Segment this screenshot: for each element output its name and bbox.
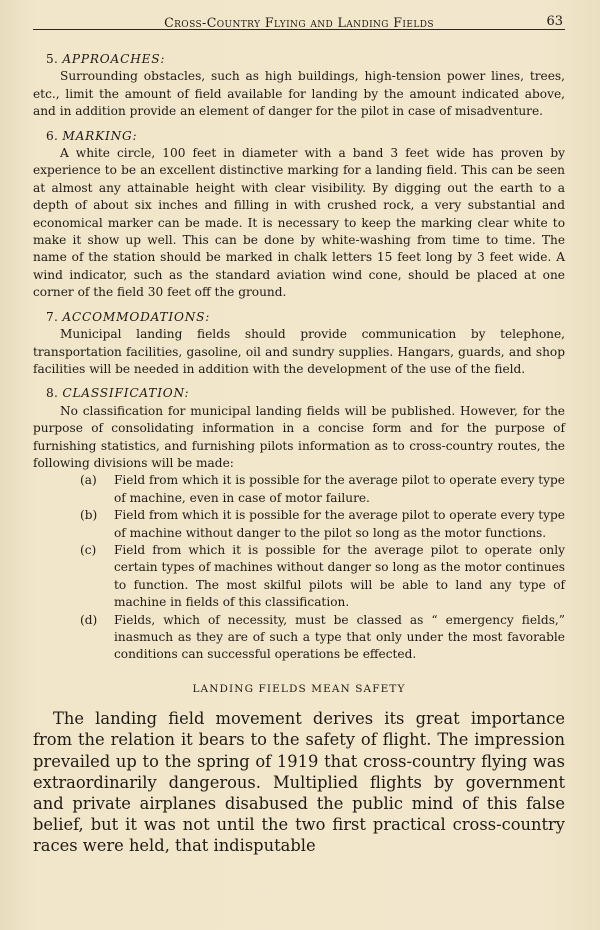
list-item: [33, 507, 565, 542]
section-number: 6.: [46, 128, 59, 143]
section-marking: [33, 128, 565, 302]
section-classification: [33, 385, 565, 664]
list-item-text: Fields, which of necessity, must be classed as “ emergency fields,” inasmuch as they are of such a type that only under the most favorable conditions can successful operations be effected.: [114, 612, 565, 662]
section-title: APPROACHES:: [62, 52, 166, 66]
section-text: Surrounding obstacles, such as high buildings, high-tension power lines, trees, etc., limit the amount of field available for landing by the amount indicated above, and in addition provide an element of danger for the pilot in case of misadventure.: [33, 69, 565, 119]
section-text: No classification for municipal landing fields will be published. However, for the purpose of consolidating information in a concise form and for the purpose of furnishing statistics, and furnishing pilots information as to cross-country routes, the following divisions will be made:: [33, 403, 565, 470]
section-text: A white circle, 100 feet in diameter with a band 3 feet wide has proven by experience to be an excellent distinctive marking for a landing field. This can be seen at almost any attainable height with clear visibility. By digging out the earth to a depth of about six inches and filling in with crushed rock, a very substantial and economical marker can be made. It is necessary to keep the marking clear white to make it show up well. This can be done by white-washing from time to time. The name of the station should be marked in chalk letters 15 feet long by 3 feet wide. A wind indicator, such as the standard aviation wind cone, should be placed at one corner of the field 30 feet off the ground.: [33, 146, 565, 300]
classification-list: [33, 472, 565, 663]
list-item: [33, 542, 565, 612]
list-item: [33, 472, 565, 507]
list-marker: (a): [80, 473, 97, 488]
list-marker: (b): [80, 508, 98, 523]
section-number: 8.: [46, 386, 59, 401]
section-heading: [33, 385, 565, 402]
page-number: 63: [546, 14, 563, 29]
list-marker: (d): [80, 612, 98, 627]
list-item-text: Field from which it is possible for the average pilot to operate every type of machine, even in case of motor failure.: [114, 473, 565, 505]
running-title: Cross-Country Flying and Landing Fields: [164, 15, 434, 30]
section-title: MARKING:: [62, 128, 138, 143]
section-approaches: [33, 51, 565, 121]
list-marker: (c): [80, 542, 97, 557]
subheading: LANDING FIELDS MEAN SAFETY: [192, 682, 406, 695]
section-heading: [33, 309, 565, 326]
running-header: [33, 0, 565, 30]
section-title: CLASSIFICATION:: [62, 386, 190, 401]
section-title: ACCOMMODATIONS:: [62, 309, 211, 324]
section-text: Municipal landing fields should provide communication by telephone, transportation facilities, gasoline, oil and sundry supplies. Hangars, guards, and shop facilities will be needed in addition with the development of the use of the field.: [33, 327, 565, 376]
section-heading: [33, 128, 565, 145]
section-number: 7.: [46, 309, 59, 324]
section-number: 5.: [46, 52, 59, 66]
closing-paragraph: The landing field movement derives its great importance from the relation it bears to the safety of flight. The impression prevailed up to the spring of 1919 that cross-country flying was extraordinarily dangerous. Multiplied flights by government and private airplanes disabused the public mind of this false belief, but it was not until the two first practical cross-country races were held, that indisputable: [33, 709, 565, 856]
page-body: [33, 51, 565, 857]
list-item: [33, 612, 565, 664]
section-accommodations: [33, 309, 565, 379]
list-item-text: Field from which it is possible for the average pilot to operate only certain types of machines without danger so long as the motor continues to function. The most skilful pilots will be able to land any type of machine in fields of this classification.: [114, 542, 565, 610]
section-heading: [33, 51, 565, 68]
list-item-text: Field from which it is possible for the average pilot to operate every type of machine without danger to the pilot so long as the motor functions.: [114, 508, 565, 540]
